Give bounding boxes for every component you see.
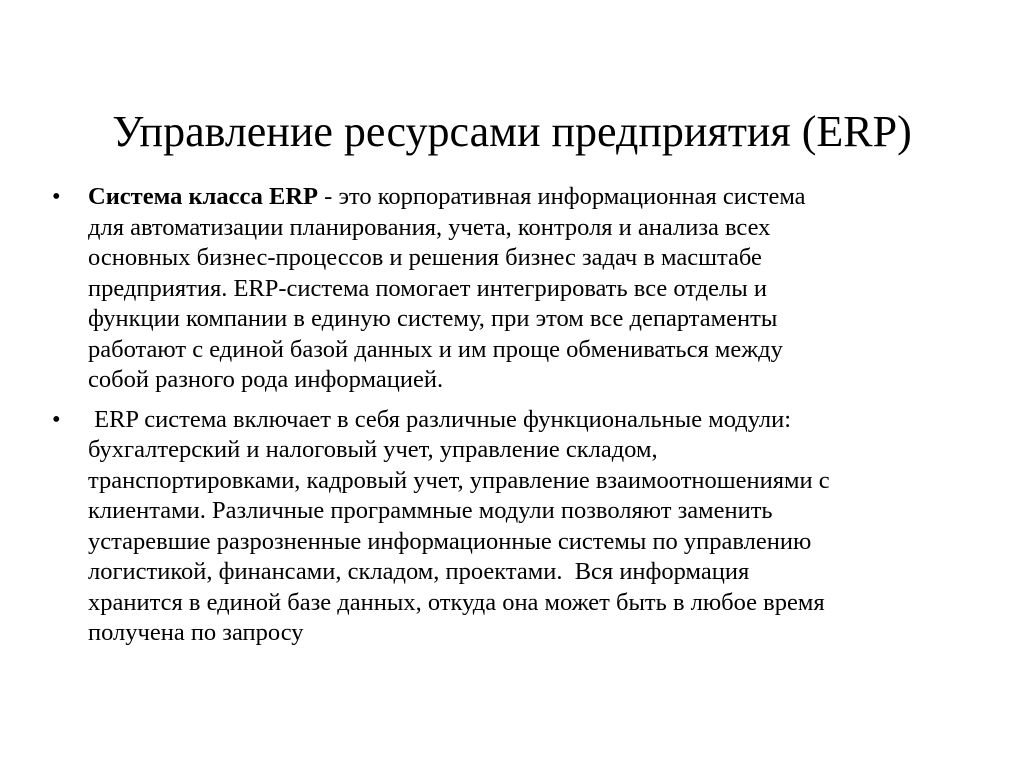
text-line: для автоматизации планирования, учета, контроля и анализа всех (88, 213, 771, 241)
text-line: логистикой, финансами, складом, проектами. Вся информация (88, 558, 750, 585)
text-line: бухгалтерский и налоговый учет, управление складом, (88, 436, 658, 463)
text-line: получена по запросу (88, 619, 304, 646)
text-line: клиентами. Различные программные модули позволяют заменить (88, 497, 773, 524)
bullet-text (88, 405, 982, 649)
bullet-list (52, 182, 982, 649)
bullet-marker: • (52, 183, 61, 210)
text-line: работают с единой базой данных и им проще обмениваться между (88, 335, 783, 363)
text-line: транспортировками, кадровый учет, управление взаимоотношениями с (88, 466, 830, 494)
text-line: ERP система включает в себя различные функциональные модули: (88, 405, 792, 433)
text-span: - это корпоративная информационная система (318, 183, 806, 210)
text-line: основных бизнес-процессов и решения бизнес задач в масштабе (88, 244, 762, 271)
text-line: предприятия. ERP-система помогает интегрировать все отделы и (88, 274, 767, 302)
text-line (88, 182, 982, 213)
slide-title: Управление ресурсами предприятия (ERP) (112, 107, 912, 156)
bullet-item (52, 405, 982, 649)
bullet-item (52, 182, 982, 396)
bold-term: Система класса ERP (88, 183, 319, 210)
bullet-marker: • (52, 405, 61, 433)
text-line: хранится в единой базе данных, откуда она может быть в любое время (88, 588, 825, 616)
text-line: устаревшие разрозненные информационные системы по управлению (88, 527, 812, 555)
text-line: собой разного рода информацией. (88, 366, 444, 393)
bullet-text (88, 182, 982, 396)
text-line: функции компании в единую систему, при этом все департаменты (88, 305, 778, 332)
